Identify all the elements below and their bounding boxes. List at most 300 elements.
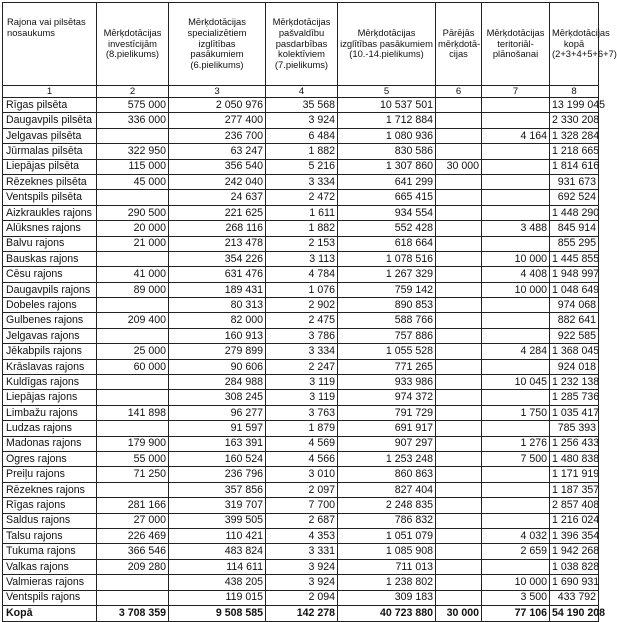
table-cell <box>436 221 482 236</box>
table-cell: 7 500 <box>482 451 550 466</box>
table-cell: 336 000 <box>97 113 169 128</box>
table-cell: 71 250 <box>97 467 169 482</box>
table-header <box>3 3 617 98</box>
table-cell: 1 879 <box>266 421 338 436</box>
table-cell: 830 586 <box>338 144 436 159</box>
table-cell <box>436 544 482 559</box>
row-name: Daugavpils pilsēta <box>3 113 97 128</box>
table-cell: 319 707 <box>169 498 266 513</box>
column-number-row <box>3 86 599 98</box>
table-cell: 4 284 <box>482 344 550 359</box>
table-cell: 1 480 838 <box>550 451 599 466</box>
table-cell <box>482 359 550 374</box>
table-cell: 2 857 408 <box>550 498 599 513</box>
table-cell: 2 153 <box>266 236 338 251</box>
table-cell: 1 882 <box>266 221 338 236</box>
table-cell: 3 331 <box>266 544 338 559</box>
header-row <box>3 3 599 86</box>
table-cell: 308 245 <box>169 390 266 405</box>
table-cell: 1 328 284 <box>550 128 599 143</box>
table-cell: 3 334 <box>266 174 338 189</box>
row-name: Preiļu rajons <box>3 467 97 482</box>
table-cell <box>482 159 550 174</box>
row-name: Aizkraukles rajons <box>3 205 97 220</box>
row-name: Ventspils pilsēta <box>3 190 97 205</box>
table-cell: 575 000 <box>97 98 169 113</box>
table-cell <box>482 513 550 528</box>
table-cell: 483 824 <box>169 544 266 559</box>
table-cell: 855 295 <box>550 236 599 251</box>
table-cell: 20 000 <box>97 221 169 236</box>
table-cell: 10 000 <box>482 575 550 590</box>
row-name: Limbažu rajons <box>3 405 97 420</box>
table-cell: 21 000 <box>97 236 169 251</box>
table-cell <box>482 328 550 343</box>
table-cell <box>436 113 482 128</box>
table-cell: 860 863 <box>338 467 436 482</box>
table-cell <box>482 498 550 513</box>
table-cell: 2 472 <box>266 190 338 205</box>
table-cell: 13 199 045 <box>550 98 599 113</box>
table-cell <box>436 144 482 159</box>
table-cell: 2 097 <box>266 482 338 497</box>
table-cell <box>436 590 482 605</box>
table-cell: 354 226 <box>169 251 266 266</box>
table-cell: 1 750 <box>482 405 550 420</box>
table-cell <box>436 205 482 220</box>
table-cell: 114 611 <box>169 559 266 574</box>
table-cell: 641 299 <box>338 174 436 189</box>
table-cell <box>436 298 482 313</box>
table-cell <box>436 267 482 282</box>
table-cell: 4 164 <box>482 128 550 143</box>
table-cell: 90 606 <box>169 359 266 374</box>
table-row <box>3 267 599 282</box>
row-name: Valmieras rajons <box>3 575 97 590</box>
table-cell: 890 853 <box>338 298 436 313</box>
total-cell: 40 723 880 <box>338 605 436 621</box>
table-cell: 974 372 <box>338 390 436 405</box>
table-cell: 63 247 <box>169 144 266 159</box>
table-cell: 4 032 <box>482 528 550 543</box>
table-cell: 665 415 <box>338 190 436 205</box>
table-cell: 290 500 <box>97 205 169 220</box>
table-cell <box>482 482 550 497</box>
table-row <box>3 313 599 328</box>
table-cell <box>97 421 169 436</box>
table-row <box>3 298 599 313</box>
table-cell <box>482 236 550 251</box>
table-cell: 882 641 <box>550 313 599 328</box>
table-cell: 281 166 <box>97 498 169 513</box>
table-cell <box>436 251 482 266</box>
row-name: Ogres rajons <box>3 451 97 466</box>
table-cell <box>482 298 550 313</box>
table-cell <box>482 559 550 574</box>
table-cell: 1 085 908 <box>338 544 436 559</box>
table-cell: 631 476 <box>169 267 266 282</box>
table-cell <box>436 98 482 113</box>
table-cell: 1 882 <box>266 144 338 159</box>
row-name: Madonas rajons <box>3 436 97 451</box>
column-number: 5 <box>338 86 436 98</box>
column-number: 8 <box>550 86 599 98</box>
table-row <box>3 98 599 113</box>
table-cell: 226 469 <box>97 528 169 543</box>
table-cell: 27 000 <box>97 513 169 528</box>
table-cell <box>482 190 550 205</box>
table-cell <box>436 282 482 297</box>
table-cell: 10 000 <box>482 282 550 297</box>
table-cell: 3 119 <box>266 390 338 405</box>
table-cell: 552 428 <box>338 221 436 236</box>
table-cell: 277 400 <box>169 113 266 128</box>
table-cell <box>482 205 550 220</box>
table-row <box>3 575 599 590</box>
header-cell: Mērķdotācijas specializētiem izglītības pasākumiem (6.pielikums) <box>169 3 266 86</box>
table-row <box>3 451 599 466</box>
total-cell: 30 000 <box>436 605 482 621</box>
table-cell: 4 566 <box>266 451 338 466</box>
table-cell <box>97 128 169 143</box>
table-cell: 1 396 354 <box>550 528 599 543</box>
table-row <box>3 221 599 236</box>
table-cell: 45 000 <box>97 174 169 189</box>
table-cell: 91 597 <box>169 421 266 436</box>
table-cell: 845 914 <box>550 221 599 236</box>
table-cell: 1 814 616 <box>550 159 599 174</box>
column-number: 4 <box>266 86 338 98</box>
table-cell: 55 000 <box>97 451 169 466</box>
table-row <box>3 205 599 220</box>
table-cell <box>436 451 482 466</box>
table-cell: 3 119 <box>266 375 338 390</box>
table-row <box>3 144 599 159</box>
table-cell <box>436 436 482 451</box>
table-cell <box>436 174 482 189</box>
table-cell: 160 524 <box>169 451 266 466</box>
row-name: Ventspils rajons <box>3 590 97 605</box>
table-cell: 3 924 <box>266 113 338 128</box>
table-cell: 1 038 828 <box>550 559 599 574</box>
table-row <box>3 390 599 405</box>
table-cell <box>436 328 482 343</box>
table-cell: 284 988 <box>169 375 266 390</box>
table-cell: 1 285 736 <box>550 390 599 405</box>
table-cell: 366 546 <box>97 544 169 559</box>
total-cell: 142 278 <box>266 605 338 621</box>
table-row <box>3 174 599 189</box>
row-name: Jēkabpils rajons <box>3 344 97 359</box>
row-name: Jelgavas pilsēta <box>3 128 97 143</box>
table-cell <box>436 359 482 374</box>
table-cell <box>436 344 482 359</box>
column-number: 3 <box>169 86 266 98</box>
table-cell <box>97 190 169 205</box>
table-cell: 1 445 855 <box>550 251 599 266</box>
table-cell: 10 045 <box>482 375 550 390</box>
total-cell: 3 708 359 <box>97 605 169 621</box>
table-cell <box>482 98 550 113</box>
table-cell: 209 400 <box>97 313 169 328</box>
table-cell: 6 484 <box>266 128 338 143</box>
table-cell: 1 216 024 <box>550 513 599 528</box>
table-cell: 322 950 <box>97 144 169 159</box>
table-cell: 3 010 <box>266 467 338 482</box>
table-cell <box>436 559 482 574</box>
table-cell: 1 253 248 <box>338 451 436 466</box>
total-row <box>3 605 599 621</box>
table-cell <box>436 575 482 590</box>
table-cell <box>482 421 550 436</box>
table-cell <box>97 575 169 590</box>
header-cell: Mērķdotācijas teritoriāl-plānošanai <box>482 3 550 86</box>
table-row <box>3 498 599 513</box>
table-cell <box>97 375 169 390</box>
table-cell: 213 478 <box>169 236 266 251</box>
column-number: 7 <box>482 86 550 98</box>
table-cell: 1 055 528 <box>338 344 436 359</box>
table-cell: 399 505 <box>169 513 266 528</box>
table-cell: 1 080 936 <box>338 128 436 143</box>
table-cell: 1 611 <box>266 205 338 220</box>
table-cell <box>97 590 169 605</box>
row-name: Cēsu rajons <box>3 267 97 282</box>
row-name: Balvu rajons <box>3 236 97 251</box>
table-cell: 3 786 <box>266 328 338 343</box>
grant-document <box>2 2 617 622</box>
table-cell <box>482 113 550 128</box>
row-name: Dobeles rajons <box>3 298 97 313</box>
table-cell: 1 448 290 <box>550 205 599 220</box>
table-cell: 3 334 <box>266 344 338 359</box>
table-cell: 89 000 <box>97 282 169 297</box>
table-cell: 438 205 <box>169 575 266 590</box>
table-cell: 2 902 <box>266 298 338 313</box>
table-cell <box>436 190 482 205</box>
total-label: Kopā <box>3 605 97 621</box>
table-cell: 588 766 <box>338 313 436 328</box>
table-cell: 189 431 <box>169 282 266 297</box>
header-cell: Pārējās mērķdotā-cijas <box>436 3 482 86</box>
total-cell: 54 190 208 <box>550 605 599 621</box>
table-row <box>3 375 599 390</box>
table-cell: 2 475 <box>266 313 338 328</box>
table-cell: 757 886 <box>338 328 436 343</box>
table-cell: 3 488 <box>482 221 550 236</box>
table-cell <box>97 482 169 497</box>
row-name: Liepājas pilsēta <box>3 159 97 174</box>
table-cell: 3 500 <box>482 590 550 605</box>
table-cell: 10 537 501 <box>338 98 436 113</box>
table-cell <box>436 467 482 482</box>
table-cell <box>97 390 169 405</box>
table-cell: 1 171 919 <box>550 467 599 482</box>
row-name: Valkas rajons <box>3 559 97 574</box>
table-cell: 2 050 976 <box>169 98 266 113</box>
table-cell <box>436 482 482 497</box>
row-name: Daugavpils rajons <box>3 282 97 297</box>
row-name: Alūksnes rajons <box>3 221 97 236</box>
table-cell <box>436 128 482 143</box>
table-cell <box>482 467 550 482</box>
table-cell: 2 659 <box>482 544 550 559</box>
table-cell: 4 784 <box>266 267 338 282</box>
table-cell: 692 524 <box>550 190 599 205</box>
table-cell <box>97 328 169 343</box>
row-name: Talsu rajons <box>3 528 97 543</box>
table-cell <box>436 313 482 328</box>
table-cell: 1 187 357 <box>550 482 599 497</box>
table-cell: 1 942 268 <box>550 544 599 559</box>
table-cell: 1 276 <box>482 436 550 451</box>
table-cell: 209 280 <box>97 559 169 574</box>
table-cell: 1 712 884 <box>338 113 436 128</box>
table-cell: 141 898 <box>97 405 169 420</box>
table-cell: 1 267 329 <box>338 267 436 282</box>
table-row <box>3 128 599 143</box>
table-cell: 119 015 <box>169 590 266 605</box>
table-cell: 1 238 802 <box>338 575 436 590</box>
table-cell: 1 078 516 <box>338 251 436 266</box>
table-cell: 41 000 <box>97 267 169 282</box>
table-cell: 827 404 <box>338 482 436 497</box>
table-row <box>3 159 599 174</box>
table-cell <box>482 174 550 189</box>
table-cell: 10 000 <box>482 251 550 266</box>
table-row <box>3 436 599 451</box>
table-body <box>3 98 606 606</box>
table-cell <box>482 390 550 405</box>
table-cell <box>97 298 169 313</box>
table-row <box>3 251 599 266</box>
table-cell: 1 048 649 <box>550 282 599 297</box>
table-cell: 933 986 <box>338 375 436 390</box>
table-row <box>3 421 599 436</box>
table-cell: 433 792 <box>550 590 599 605</box>
table-cell: 1 218 665 <box>550 144 599 159</box>
table-cell <box>436 513 482 528</box>
table-cell: 242 040 <box>169 174 266 189</box>
table-cell: 924 018 <box>550 359 599 374</box>
table-cell: 922 585 <box>550 328 599 343</box>
table-cell: 691 917 <box>338 421 436 436</box>
table-cell: 163 391 <box>169 436 266 451</box>
table-cell: 160 913 <box>169 328 266 343</box>
table-row <box>3 282 599 297</box>
table-cell: 934 554 <box>338 205 436 220</box>
table-cell: 4 353 <box>266 528 338 543</box>
table-cell: 7 700 <box>266 498 338 513</box>
table-cell: 2 248 835 <box>338 498 436 513</box>
table-row <box>3 559 599 574</box>
table-cell <box>436 528 482 543</box>
table-cell <box>482 144 550 159</box>
table-cell: 110 421 <box>169 528 266 543</box>
table-row <box>3 467 599 482</box>
table-cell <box>482 313 550 328</box>
table-cell: 1 368 045 <box>550 344 599 359</box>
row-name: Kuldīgas rajons <box>3 375 97 390</box>
table-cell: 179 900 <box>97 436 169 451</box>
row-name: Rēzeknes rajons <box>3 482 97 497</box>
table-row <box>3 113 599 128</box>
table-row <box>3 328 599 343</box>
table-cell: 711 013 <box>338 559 436 574</box>
table-cell <box>436 236 482 251</box>
table-cell: 309 183 <box>338 590 436 605</box>
table-cell: 786 832 <box>338 513 436 528</box>
table-cell: 931 673 <box>550 174 599 189</box>
table-cell: 96 277 <box>169 405 266 420</box>
table-cell: 771 265 <box>338 359 436 374</box>
table-cell: 60 000 <box>97 359 169 374</box>
table-cell: 268 116 <box>169 221 266 236</box>
table-row <box>3 590 599 605</box>
row-name: Gulbenes rajons <box>3 313 97 328</box>
header-cell: Mērķdotācijas investīcijām (8.pielikums) <box>97 3 169 86</box>
header-cell: Mērķdotācijas kopā (2+3+4+5+6+7) <box>550 3 599 86</box>
row-name: Rīgas pilsēta <box>3 98 97 113</box>
header-cell: Rajona vai pilsētas nosaukums <box>3 3 97 86</box>
table-row <box>3 528 599 543</box>
table-cell <box>436 390 482 405</box>
table-cell <box>436 498 482 513</box>
column-number: 1 <box>3 86 97 98</box>
table-cell: 3 924 <box>266 575 338 590</box>
header-cell: Mērķdotācijas pašvaldību pasdarbības kolektīviem (7.pielikums) <box>266 3 338 86</box>
row-name: Jūrmalas pilsēta <box>3 144 97 159</box>
table-cell: 5 216 <box>266 159 338 174</box>
table-cell: 2 247 <box>266 359 338 374</box>
table-cell: 2 687 <box>266 513 338 528</box>
table-cell: 4 569 <box>266 436 338 451</box>
table-cell: 3 113 <box>266 251 338 266</box>
table-cell: 1 690 931 <box>550 575 599 590</box>
table-row <box>3 405 599 420</box>
table-cell: 1 051 079 <box>338 528 436 543</box>
row-name: Krāslavas rajons <box>3 359 97 374</box>
table-cell: 791 729 <box>338 405 436 420</box>
column-number: 6 <box>436 86 482 98</box>
table-cell: 115 000 <box>97 159 169 174</box>
table-cell: 356 540 <box>169 159 266 174</box>
table-cell: 1 035 417 <box>550 405 599 420</box>
table-cell: 80 313 <box>169 298 266 313</box>
row-name: Tukuma rajons <box>3 544 97 559</box>
table-row <box>3 359 599 374</box>
table-cell: 3 763 <box>266 405 338 420</box>
table-cell: 1 232 138 <box>550 375 599 390</box>
table-cell <box>436 421 482 436</box>
table-row <box>3 513 599 528</box>
table-cell <box>436 375 482 390</box>
total-cell: 77 106 <box>482 605 550 621</box>
table-cell: 1 256 433 <box>550 436 599 451</box>
table-cell <box>436 405 482 420</box>
table-row <box>3 236 599 251</box>
total-cell: 9 508 585 <box>169 605 266 621</box>
table-cell: 1 307 860 <box>338 159 436 174</box>
table-cell: 785 393 <box>550 421 599 436</box>
table-cell: 618 664 <box>338 236 436 251</box>
table-cell: 974 068 <box>550 298 599 313</box>
table-cell <box>97 251 169 266</box>
row-name: Liepājas rajons <box>3 390 97 405</box>
table-cell: 2 094 <box>266 590 338 605</box>
table-cell: 24 637 <box>169 190 266 205</box>
row-name: Bauskas rajons <box>3 251 97 266</box>
